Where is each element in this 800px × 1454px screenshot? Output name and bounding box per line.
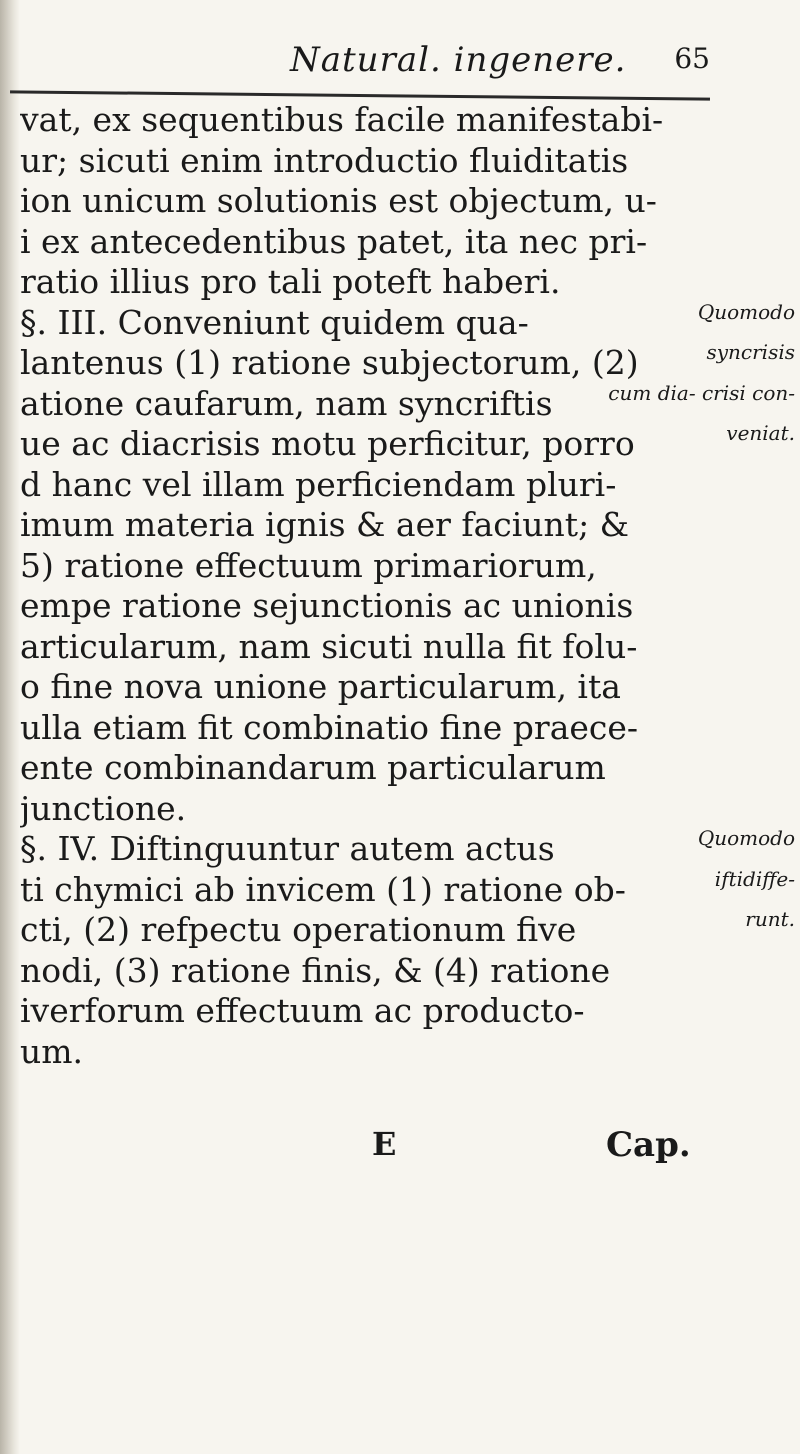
margin-note: Quomodo — [697, 302, 795, 324]
page-number: 65 — [674, 42, 710, 75]
line-text: §. III. Conveniunt quidem qua- — [20, 302, 529, 342]
text-line — [20, 667, 795, 708]
line-text: vat, ex sequentibus facile manifestabi- — [20, 100, 664, 139]
line-text: ion unicum solutionis est objectum, u- — [20, 181, 657, 220]
line-text: cti, (2) refpectu operationum five — [20, 910, 577, 949]
line-text: ti chymici ab invicem (1) ratione ob- — [20, 869, 626, 909]
line-text: o fine nova unione particularum, ita — [20, 667, 621, 706]
text-line — [20, 100, 795, 141]
margin-note: cum dia- crisi con- — [608, 383, 795, 405]
text-line — [20, 627, 795, 668]
line-text: 5) ratione effectuum primariorum, — [20, 545, 597, 585]
line-text: atione caufarum, nam syncriftis — [20, 383, 553, 423]
margin-note: syncrisis — [706, 343, 795, 364]
text-line — [20, 343, 795, 384]
text-line — [20, 181, 795, 222]
text-line — [20, 1032, 795, 1073]
margin-note: iftidiffe- — [714, 869, 795, 891]
line-text: ulla etiam fit combinatio fine praece- — [20, 707, 639, 747]
margin-note: veniat. — [726, 424, 795, 445]
line-text: i ex antecedentibus patet, ita nec pri- — [20, 221, 648, 261]
line-text: junctione. — [20, 788, 187, 828]
line-text: ratio illius pro tali poteft haberi. — [20, 262, 561, 301]
running-title: Natural. ingenere. — [290, 40, 627, 80]
page-binding-shadow — [0, 0, 20, 1454]
signature-mark: E — [372, 1125, 397, 1163]
text-line — [20, 829, 795, 870]
catchword: Cap. — [606, 1125, 691, 1165]
text-line — [20, 262, 795, 303]
line-text: iverforum effectuum ac producto- — [20, 991, 585, 1030]
line-text: §. IV. Diftinguuntur autem actus — [20, 829, 555, 868]
margin-note: runt. — [745, 910, 795, 931]
text-line — [20, 384, 795, 425]
page-footer — [0, 1125, 800, 1185]
page-header — [290, 40, 710, 90]
line-text: ue ac diacrisis motu perficitur, porro — [20, 424, 635, 463]
text-line — [20, 789, 795, 830]
text-line — [20, 910, 795, 951]
margin-note: Quomodo — [697, 829, 795, 850]
line-text: nodi, (3) ratione finis, & (4) ratione — [20, 950, 611, 990]
line-text: ente combinandarum particularum — [20, 748, 606, 787]
text-line — [20, 951, 795, 992]
text-body — [20, 100, 795, 1072]
text-line — [20, 141, 795, 182]
text-line — [20, 303, 795, 344]
line-text: um. — [20, 1031, 84, 1071]
text-line — [20, 870, 795, 911]
text-line — [20, 708, 795, 749]
line-text: d hanc vel illam perficiendam pluri- — [20, 464, 617, 504]
text-line — [20, 424, 795, 465]
text-line — [20, 748, 795, 789]
line-text: empe ratione sejunctionis ac unionis — [20, 586, 634, 625]
text-line — [20, 991, 795, 1032]
line-text: ur; sicuti enim introductio fluiditatis — [20, 140, 629, 180]
text-line — [20, 465, 795, 506]
text-line — [20, 505, 795, 546]
line-text: lantenus (1) ratione subjectorum, (2) — [20, 343, 639, 382]
line-text: articularum, nam sicuti nulla fit folu- — [20, 626, 638, 666]
text-line — [20, 586, 795, 627]
text-line — [20, 546, 795, 587]
line-text: imum materia ignis & aer faciunt; & — [20, 505, 630, 544]
text-line — [20, 222, 795, 263]
